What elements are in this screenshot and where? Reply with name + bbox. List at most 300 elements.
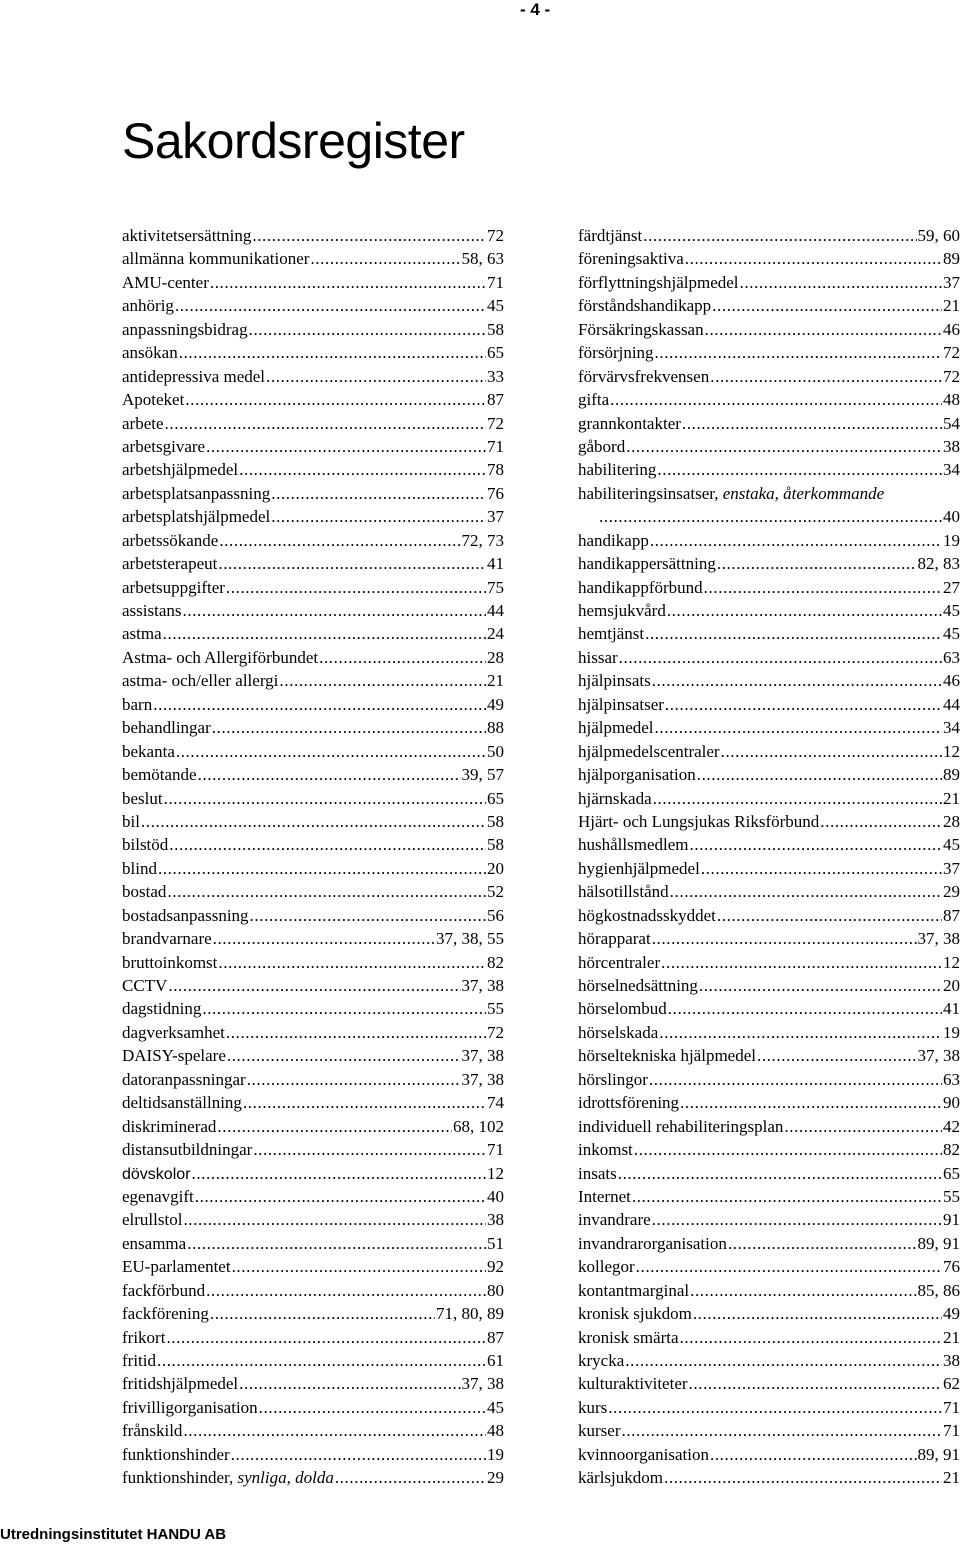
index-term-text: bostad <box>122 882 167 902</box>
index-page-numbers: 90 <box>943 1093 960 1113</box>
index-entry <box>122 927 504 950</box>
index-page-numbers: 58, 63 <box>461 249 504 269</box>
index-term <box>122 646 318 669</box>
index-term-text: kontantmarginal <box>578 1280 690 1300</box>
dot-leader <box>618 1162 942 1185</box>
index-term-text: astma- och/eller allergi <box>122 671 279 691</box>
index-entry <box>578 247 960 270</box>
index-page-numbers: 33 <box>487 366 504 386</box>
dot-leader <box>625 1349 942 1372</box>
index-page-numbers: 63 <box>943 647 960 667</box>
index-entry <box>578 341 960 364</box>
index-page-numbers: 29 <box>487 1468 504 1488</box>
dot-leader <box>183 1419 486 1442</box>
index-page-numbers: 89 <box>943 249 960 269</box>
index-term-text: antidepressiva medel <box>122 366 266 386</box>
index-entry <box>578 1466 960 1489</box>
index-entry <box>578 1091 960 1114</box>
index-entry <box>578 646 960 669</box>
dot-leader <box>701 857 942 880</box>
index-term-text: handikappförbund <box>578 577 703 597</box>
index-entry <box>578 1396 960 1419</box>
index-term-text: arbetssökande <box>122 530 219 550</box>
index-term <box>578 482 884 505</box>
index-term <box>578 974 698 997</box>
index-page-numbers: 37, 38 <box>917 1046 960 1066</box>
index-entry <box>578 1138 960 1161</box>
index-term-text: arbetshjälpmedel <box>122 460 239 480</box>
dot-leader <box>634 1138 942 1161</box>
index-entry <box>122 1091 504 1114</box>
index-term <box>122 247 309 270</box>
dot-leader <box>661 951 942 974</box>
index-entry <box>122 341 504 364</box>
index-term <box>122 294 174 317</box>
index-term-text: förståndshandikapp <box>578 296 712 316</box>
index-term <box>578 458 656 481</box>
index-column-right <box>578 224 960 1490</box>
index-term <box>122 318 248 341</box>
index-term-text: ensamma <box>122 1233 187 1253</box>
index-entry <box>578 669 960 692</box>
index-page-numbers: 37 <box>943 858 960 878</box>
index-term <box>578 365 709 388</box>
index-page-numbers: 62 <box>943 1374 960 1394</box>
index-entry <box>578 1419 960 1442</box>
index-term-text: barn <box>122 694 153 714</box>
index-term <box>122 1396 258 1419</box>
index-term-text: fritidshjälpmedel <box>122 1374 239 1394</box>
dot-leader <box>652 1208 942 1231</box>
index-entry <box>578 1115 960 1138</box>
dot-leader <box>239 1372 460 1395</box>
index-term <box>122 341 178 364</box>
index-term <box>578 341 654 364</box>
dot-leader <box>632 1185 942 1208</box>
index-page-numbers: 21 <box>943 296 960 316</box>
dot-leader <box>206 435 486 458</box>
index-term <box>578 576 703 599</box>
dot-leader <box>685 247 942 270</box>
dot-leader <box>165 412 486 435</box>
index-page-numbers: 28 <box>487 647 504 667</box>
index-page-numbers: 49 <box>487 694 504 714</box>
dot-leader <box>335 1466 486 1489</box>
index-term-text: behandlingar <box>122 718 211 738</box>
dot-leader <box>610 388 942 411</box>
index-term <box>578 1419 620 1442</box>
index-page-numbers: 24 <box>487 624 504 644</box>
index-entry <box>122 552 504 575</box>
index-term-text: diskriminerad <box>122 1116 217 1136</box>
index-term-text: Astma- och Allergiförbundet <box>122 647 319 667</box>
index-entry <box>578 318 960 341</box>
index-entry <box>122 1302 504 1325</box>
dot-leader <box>167 880 486 903</box>
index-term-text: arbetsplatsanpassning <box>122 483 271 503</box>
index-term-text: hygienhjälpmedel <box>578 858 700 878</box>
dot-leader <box>680 1091 942 1114</box>
dot-leader <box>141 810 486 833</box>
index-term <box>122 716 211 739</box>
index-term <box>578 1443 709 1466</box>
index-page-numbers: 58 <box>487 319 504 339</box>
dot-leader <box>176 740 486 763</box>
index-term-text: förvärvsfrekvensen <box>578 366 710 386</box>
dot-leader <box>710 1443 917 1466</box>
index-term <box>578 1279 689 1302</box>
index-term-text: frikort <box>122 1327 166 1347</box>
index-term <box>122 505 270 528</box>
index-page-numbers: 89 <box>943 765 960 785</box>
index-entry <box>578 716 960 739</box>
index-entry <box>122 224 504 247</box>
index-page-numbers: 58 <box>487 811 504 831</box>
index-page-numbers: 40 <box>487 1186 504 1206</box>
index-entry <box>578 224 960 247</box>
index-term <box>578 1208 651 1231</box>
index-term <box>122 669 278 692</box>
index-entry <box>578 1232 960 1255</box>
index-term-text: anhörig <box>122 296 174 316</box>
index-term-text: hörselombud <box>578 999 667 1019</box>
index-page-numbers: 71, 80, 89 <box>436 1304 504 1324</box>
index-term <box>122 412 164 435</box>
index-entry <box>578 1068 960 1091</box>
index-page-numbers: 89, 91 <box>917 1444 960 1464</box>
dot-leader <box>717 552 917 575</box>
index-entry <box>122 576 504 599</box>
index-term <box>122 763 197 786</box>
index-term <box>578 271 739 294</box>
index-entry <box>122 833 504 856</box>
dot-leader <box>680 1326 942 1349</box>
index-term-text: habiliteringsinsatser, <box>578 483 723 503</box>
dot-leader <box>198 763 461 786</box>
dot-leader <box>717 904 942 927</box>
index-entry <box>578 1162 960 1185</box>
index-term-text: funktionshinder <box>122 1444 230 1464</box>
index-term <box>122 857 157 880</box>
index-term-text: kronisk smärta <box>578 1327 679 1347</box>
index-term-text: bostadsanpassning <box>122 905 249 925</box>
index-term <box>578 1044 756 1067</box>
index-entry <box>122 740 504 763</box>
index-entry <box>122 1232 504 1255</box>
dot-leader <box>310 247 460 270</box>
index-entry <box>122 974 504 997</box>
index-term-text: kärlsjukdom <box>578 1468 663 1488</box>
index-entry <box>122 646 504 669</box>
dot-leader <box>689 833 942 856</box>
index-page-numbers: 82 <box>487 952 504 972</box>
index-term-text: hörseltekniska hjälpmedel <box>578 1046 756 1066</box>
index-term <box>122 622 162 645</box>
index-term <box>122 1068 246 1091</box>
index-entry <box>578 412 960 435</box>
dot-leader <box>657 458 942 481</box>
index-term-text: hushållsmedlem <box>578 835 689 855</box>
index-entry <box>578 458 960 481</box>
index-page-numbers: 76 <box>487 483 504 503</box>
index-term-text: brandvarnare <box>122 929 212 949</box>
index-entry <box>122 294 504 317</box>
index-term-text: kvinnoorganisation <box>578 1444 709 1464</box>
index-page-numbers: 21 <box>943 788 960 808</box>
index-entry <box>578 294 960 317</box>
index-entry <box>122 1326 504 1349</box>
index-term-text: kurs <box>578 1397 608 1417</box>
index-entry <box>122 529 504 552</box>
dot-leader <box>740 271 942 294</box>
index-term <box>122 1138 252 1161</box>
index-page-numbers: 44 <box>487 601 504 620</box>
index-entry <box>122 1255 504 1278</box>
index-term-text: förflyttningshjälpmedel <box>578 272 739 292</box>
index-term <box>578 552 716 575</box>
dot-leader <box>153 693 486 716</box>
index-page-numbers: 19 <box>487 1444 504 1464</box>
index-term <box>122 927 212 950</box>
index-page-numbers: 46 <box>943 319 960 339</box>
dot-leader <box>227 1044 461 1067</box>
index-term <box>122 1279 205 1302</box>
index-page-numbers: 34 <box>943 718 960 738</box>
dot-leader <box>704 576 942 599</box>
page-number: - 4 - <box>520 0 551 19</box>
dot-leader <box>232 1255 486 1278</box>
index-term-text: beslut <box>122 788 163 808</box>
index-term <box>578 1138 633 1161</box>
index-entry <box>578 1279 960 1302</box>
index-entry <box>578 1326 960 1349</box>
index-entry <box>578 740 960 763</box>
index-term-text: Internet <box>578 1186 631 1206</box>
index-term <box>122 880 166 903</box>
index-page-numbers: 56 <box>487 905 504 925</box>
index-page-numbers: 37 <box>943 272 960 292</box>
index-term-text: hjärnskada <box>578 788 652 808</box>
index-term-text: hjälporganisation <box>578 765 696 785</box>
index-entry <box>122 1162 504 1185</box>
index-entry <box>578 529 960 552</box>
index-page-numbers: 72 <box>943 366 960 386</box>
index-entry <box>122 951 504 974</box>
dot-leader <box>157 1349 486 1372</box>
index-entry <box>578 787 960 810</box>
index-page-numbers: 59, 60 <box>917 226 960 245</box>
index-term-text: blind <box>122 858 157 878</box>
index-term-text: hjälpinsatser <box>578 694 664 714</box>
index-term <box>122 1466 334 1489</box>
index-page-numbers: 49 <box>943 1304 960 1324</box>
dot-leader <box>667 599 942 622</box>
index-page-numbers: 21 <box>943 1468 960 1488</box>
index-term <box>122 1443 230 1466</box>
index-term <box>578 904 716 927</box>
index-entry <box>122 1443 504 1466</box>
index-term <box>122 365 265 388</box>
index-term-text: fackförening <box>122 1304 209 1324</box>
index-entry <box>578 997 960 1020</box>
index-entry <box>578 1443 960 1466</box>
index-page-numbers: 82 <box>943 1140 960 1160</box>
index-page-numbers: 63 <box>943 1069 960 1089</box>
dot-leader <box>247 1068 461 1091</box>
index-page-numbers: 68, 102 <box>453 1116 504 1136</box>
index-term <box>578 740 720 763</box>
index-page-numbers: 34 <box>943 460 960 480</box>
index-term-text: gåbord <box>578 436 626 456</box>
index-entry <box>122 880 504 903</box>
dot-leader <box>621 1419 942 1442</box>
index-entry <box>578 435 960 458</box>
index-term-text: krycka <box>578 1351 625 1370</box>
index-entry <box>122 1279 504 1302</box>
index-term <box>578 412 681 435</box>
dot-leader <box>195 1185 486 1208</box>
index-term <box>122 740 175 763</box>
index-term-text: CCTV <box>122 976 168 995</box>
dot-leader <box>659 1021 942 1044</box>
index-term <box>122 833 168 856</box>
index-entry <box>122 365 504 388</box>
index-term-text: funktionshinder, <box>122 1468 238 1488</box>
dot-leader <box>645 622 942 645</box>
index-page-numbers: 71 <box>487 436 504 456</box>
index-term-text: handikapp <box>578 530 649 550</box>
index-entry <box>122 458 504 481</box>
dot-leader <box>712 294 942 317</box>
index-entry <box>122 1185 504 1208</box>
index-entry <box>122 482 504 505</box>
index-term <box>122 1163 190 1186</box>
dot-leader <box>643 224 916 247</box>
index-entry <box>578 552 960 575</box>
index-page-numbers: 12 <box>487 1163 504 1183</box>
index-term <box>122 482 270 505</box>
index-term <box>578 1466 663 1489</box>
index-entry <box>578 1302 960 1325</box>
index-page-numbers: 45 <box>487 296 504 316</box>
index-term-text: assistans <box>122 601 182 620</box>
index-term <box>578 224 642 247</box>
index-entry <box>122 857 504 880</box>
dot-leader <box>168 974 460 997</box>
index-page-numbers: 28 <box>943 811 960 831</box>
index-term-text: handikappersättning <box>578 554 716 574</box>
index-term-text: individuell rehabiliteringsplan <box>578 1116 784 1136</box>
index-term-text: grannkontakter <box>578 413 681 433</box>
dot-leader <box>249 318 486 341</box>
dot-leader <box>689 1372 942 1395</box>
dot-leader <box>705 318 942 341</box>
index-term-text: ansökan <box>122 343 178 363</box>
index-entry <box>578 880 960 903</box>
index-entry <box>122 271 504 294</box>
dot-leader <box>664 1466 942 1489</box>
index-term <box>122 997 201 1020</box>
index-entry <box>122 1466 504 1489</box>
dot-leader <box>212 716 486 739</box>
index-page-numbers: 72 <box>487 226 504 245</box>
index-page-numbers: 50 <box>487 741 504 761</box>
index-page-numbers: 55 <box>943 1186 960 1206</box>
index-term-text: frånskild <box>122 1421 183 1441</box>
index-entry <box>578 693 960 716</box>
index-page-numbers: 61 <box>487 1351 504 1370</box>
index-page-numbers: 48 <box>487 1421 504 1441</box>
index-term-text: hörslingor <box>578 1069 648 1089</box>
index-page-numbers: 45 <box>943 601 960 620</box>
dot-leader <box>213 927 435 950</box>
index-entry <box>578 810 960 833</box>
index-page-numbers: 71 <box>487 1140 504 1160</box>
index-term-text: gifta <box>578 390 610 410</box>
index-term-text: hörselnedsättning <box>578 976 698 995</box>
index-page-numbers: 88 <box>487 718 504 738</box>
index-term <box>578 1091 679 1114</box>
dot-leader <box>693 1302 942 1325</box>
index-entry <box>578 904 960 927</box>
dot-leader <box>690 1279 916 1302</box>
index-term <box>578 1021 658 1044</box>
dot-leader <box>665 693 942 716</box>
index-entry <box>122 1419 504 1442</box>
index-entry <box>122 787 504 810</box>
dot-leader <box>206 1279 486 1302</box>
index-page-numbers: 37, 38 <box>461 1046 504 1066</box>
index-entry <box>122 1021 504 1044</box>
index-page-numbers: 42 <box>943 1116 960 1136</box>
index-page-numbers: 27 <box>943 577 960 597</box>
index-page-numbers: 12 <box>943 741 960 761</box>
index-entry <box>578 1185 960 1208</box>
index-page-numbers: 72 <box>487 1022 504 1042</box>
dot-leader <box>271 505 486 528</box>
index-term-text: arbete <box>122 413 164 433</box>
dot-leader <box>650 529 942 552</box>
dot-leader <box>252 224 486 247</box>
index-term <box>578 927 651 950</box>
index-page-numbers: 39, 57 <box>461 765 504 785</box>
index-term <box>122 1115 216 1138</box>
index-page-numbers: 72 <box>487 413 504 433</box>
index-term-text: hälsotillstånd <box>578 882 669 902</box>
index-term-text: anpassningsbidrag <box>122 319 248 339</box>
index-term <box>122 1302 209 1325</box>
dot-leader <box>721 740 942 763</box>
dot-leader <box>626 435 942 458</box>
index-term <box>122 1208 182 1231</box>
index-term-text: egenavgift <box>122 1186 194 1206</box>
index-term-text: bemötande <box>122 765 197 785</box>
index-term <box>122 1326 165 1349</box>
index-term-text: kulturaktiviteter <box>578 1374 688 1394</box>
index-entry <box>578 1372 960 1395</box>
dot-leader <box>728 1232 917 1255</box>
index-term <box>122 1021 225 1044</box>
index-entry <box>122 247 504 270</box>
index-entry <box>122 763 504 786</box>
dot-leader <box>218 951 486 974</box>
index-term-qualifier: enstaka, återkommande <box>722 483 885 503</box>
index-term-text: hemsjukvård <box>578 601 666 620</box>
index-page-numbers: 51 <box>487 1233 504 1253</box>
dot-leader <box>655 716 942 739</box>
index-entry <box>122 810 504 833</box>
index-term <box>122 388 184 411</box>
